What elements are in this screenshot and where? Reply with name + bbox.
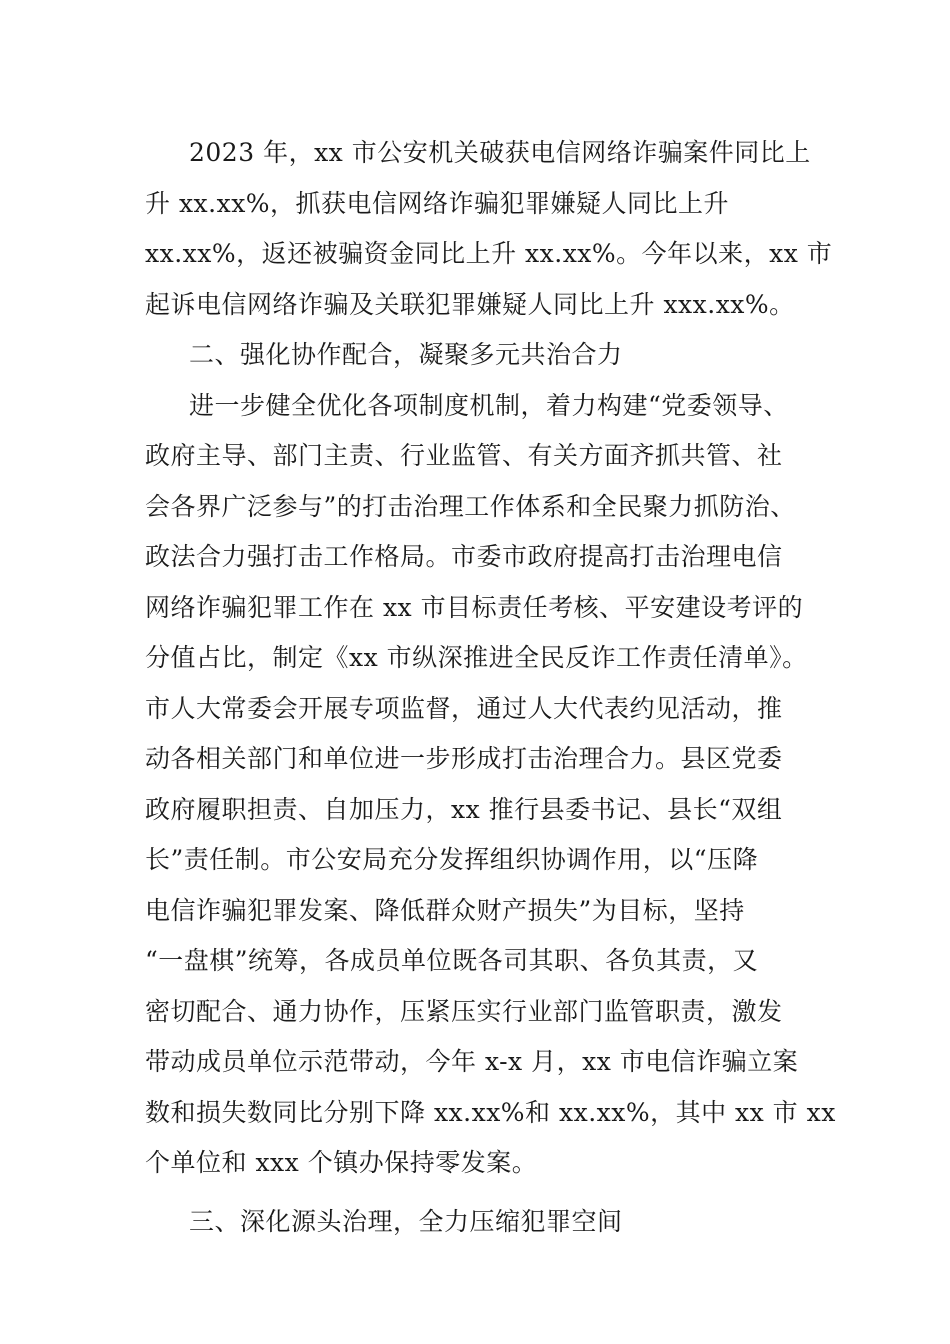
paragraph-line: 带动成员单位示范带动，今年 x-x 月，xx 市电信诈骗立案 xyxy=(145,1047,799,1076)
paragraph-line: 起诉电信网络诈骗及关联犯罪嫌疑人同比上升 xxx.xx%。 xyxy=(145,289,795,319)
paragraph-line: 长”责任制。市公安局充分发挥组织协调作用，以“压降 xyxy=(145,845,759,874)
paragraph-line: 会各界广泛参与”的打击治理工作体系和全民聚力抓防治、 xyxy=(145,491,796,521)
paragraph-line: 政府主导、部门主责、行业监管、有关方面齐抓共管、社 xyxy=(145,441,783,470)
paragraph-line: 2023 年，xx 市公安机关破获电信网络诈骗案件同比上 xyxy=(189,138,811,167)
section-heading: 三、深化源头治理，全力压缩犯罪空间 xyxy=(189,1206,623,1236)
paragraph-line: 密切配合、通力协作，压紧压实行业部门监管职责，激发 xyxy=(145,996,783,1026)
paragraph-line: 网络诈骗犯罪工作在 xx 市目标责任考核、平安建设考评的 xyxy=(145,592,804,622)
paragraph-line: 分值占比，制定《xx 市纵深推进全民反诈工作责任清单》。 xyxy=(145,643,808,672)
paragraph-line: “一盘棋”统筹，各成员单位既各司其职、各负其责，又 xyxy=(145,946,759,975)
paragraph-line: 升 xx.xx%，抓获电信网络诈骗犯罪嫌疑人同比上升 xyxy=(145,188,730,218)
paragraph-line: 政府履职担责、自加压力，xx 推行县委书记、县长“双组 xyxy=(145,794,783,824)
paragraph-line: 数和损失数同比分别下降 xx.xx%和 xx.xx%，其中 xx 市 xx xyxy=(145,1097,836,1127)
paragraph-line: 市人大常委会开展专项监督，通过人大代表约见活动，推 xyxy=(145,693,783,723)
paragraph-line: 政法合力强打击工作格局。市委市政府提高打击治理电信 xyxy=(145,542,783,571)
document-body xyxy=(145,128,836,1247)
paragraph-line: 动各相关部门和单位进一步形成打击治理合力。县区党委 xyxy=(145,744,783,773)
paragraph-line: 个单位和 xxx 个镇办保持零发案。 xyxy=(145,1148,538,1177)
paragraph-line: 进一步健全优化各项制度机制，着力构建“党委领导、 xyxy=(189,390,789,420)
paragraph-line: xx.xx%，返还被骗资金同比上升 xx.xx%。今年以来，xx 市 xyxy=(145,239,833,268)
paragraph-line: 电信诈骗犯罪发案、降低群众财产损失”为目标，坚持 xyxy=(145,895,745,925)
section-heading: 二、强化协作配合，凝聚多元共治合力 xyxy=(189,340,623,369)
